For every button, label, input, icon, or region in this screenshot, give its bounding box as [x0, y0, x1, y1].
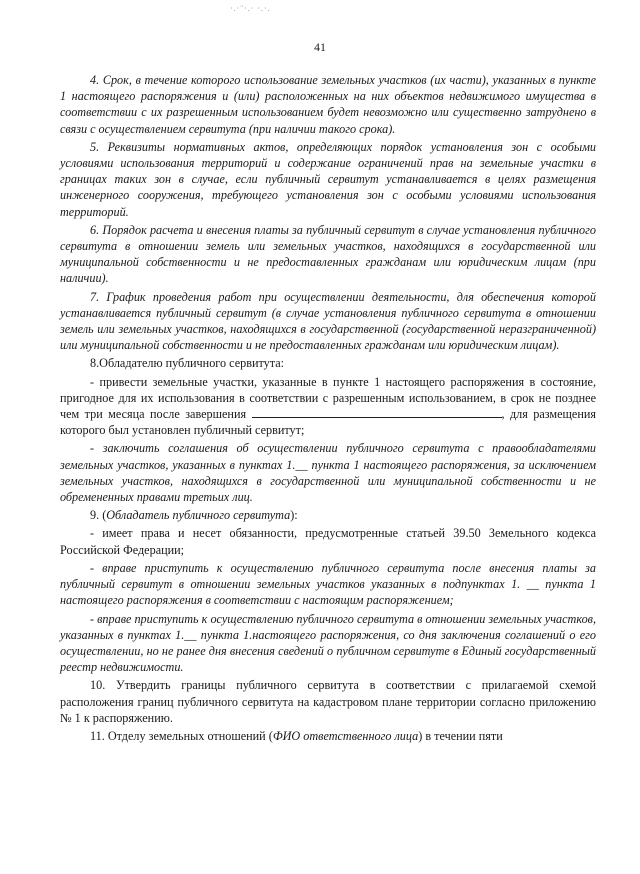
paragraph-11-text: 11. Отделу земельных отношений (: [90, 728, 273, 743]
paragraph-9-item-b: - вправе приступить к осуществлению публичного сервитута после внесения платы за публичный сервитут в отношении земельных участков указанных в подпунктах 1. __ пункта 1 настоящего распоряжения в соответствии с настоящим распоряжением;: [60, 560, 596, 608]
scan-artifact: ·.·¨·.· ·.·.: [230, 4, 271, 13]
paragraph-9-title: [60, 507, 596, 523]
paragraph-7: 7. График проведения работ при осуществлении деятельности, для обеспечения которой устанавливается публичный сервитут (в случае установления публичного сервитута в отношении земель или земельных участков, находящихся в государственной (государственной неразграниченной) или муниципальной собственности и не предоставленных гражданам или юридическим лицам).: [60, 289, 596, 353]
paragraph-8-item-b: - заключить соглашения об осуществлении публичного сервитута с правообладателями земельных участков, указанных в пунктах 1.__ пункта 1 настоящего распоряжения, за исключением земельных участков, находящихся в государственной или муниципальной собственности и не обремененных правами третьих лиц.: [60, 441, 596, 505]
paragraph-8-title: 8.Обладателю публичного сервитута:: [90, 356, 284, 371]
paragraph-4: 4. Срок, в течение которого использование земельных участков (их части), указанных в пункте 1 настоящего распоряжения и (или) расположенных на них объектов недвижимого имущества в соответствии с их разрешенным использованием будет невозможно или существенно затруднено в связи с осуществлением сервитута (при наличии такого срока).: [60, 73, 596, 136]
paragraph-8-item-a: [60, 374, 596, 439]
paragraph-9-item-c: - вправе приступить к осуществлению публичного сервитута в отношении земельных участков, указанных в пунктах 1.__ пункта 1.настоящего распоряжения, со дня заключения соглашений о его осуществлении, но не ранее дня внесения сведений о публичном сервитуте в Единый государственный реестр недвижимости.: [60, 611, 596, 675]
paragraph-8-item-a-text: - привести земельные участки, указанные в пункте 1 настоящего распоряжения в состояние, пригодное для их использования в соответствии с разрешенным использованием, в срок не позднее чем три месяца после завершения: [60, 374, 596, 422]
paragraph-11-tail: ) в течении пяти: [418, 728, 503, 743]
document-body: [60, 72, 596, 746]
paragraph-9-end: ):: [290, 508, 298, 523]
paragraph-9-item-a: - имеет права и несет обязанности, предусмотренные статьей 39.50 Земельного кодекса Российской Федерации;: [60, 526, 596, 557]
paragraph-6: 6. Порядок расчета и внесения платы за публичный сервитут в случае установления публичного сервитута в отношении земель или земельных участков, находящихся в государственной или муниципальной собственности и не предоставленных гражданам или юридическим лицам (при наличии).: [60, 222, 596, 286]
paragraph-5: 5. Реквизиты нормативных актов, определяющих порядок установления зон с особыми условиями использования территорий и содержание ограничений прав на земельные участки в границах таких зон в случае, если публичный сервитут устанавливается в целях размещения инженерного сооружения, требующего установления зон с особыми условиями использования территорий.: [60, 139, 596, 219]
paragraph-11: [60, 728, 596, 744]
paragraph-9-number: 9. (: [90, 508, 107, 523]
paragraph-11-responsible: ФИО ответственного лица: [272, 728, 419, 743]
page-number: 41: [314, 40, 326, 54]
paragraph-9-subject: Обладатель публичного сервитута: [106, 508, 291, 523]
paragraph-10: 10. Утвердить границы публичного сервитута в соответствии с прилагаемой схемой расположения границ публичного сервитута на кадастровом плане территории согласно приложению № 1 к распоряжению.: [60, 678, 596, 725]
paragraph-8-item-a-tail: , для размещения которого был установлен публичный сервитут;: [60, 407, 596, 438]
fill-in-blank: [252, 406, 502, 418]
